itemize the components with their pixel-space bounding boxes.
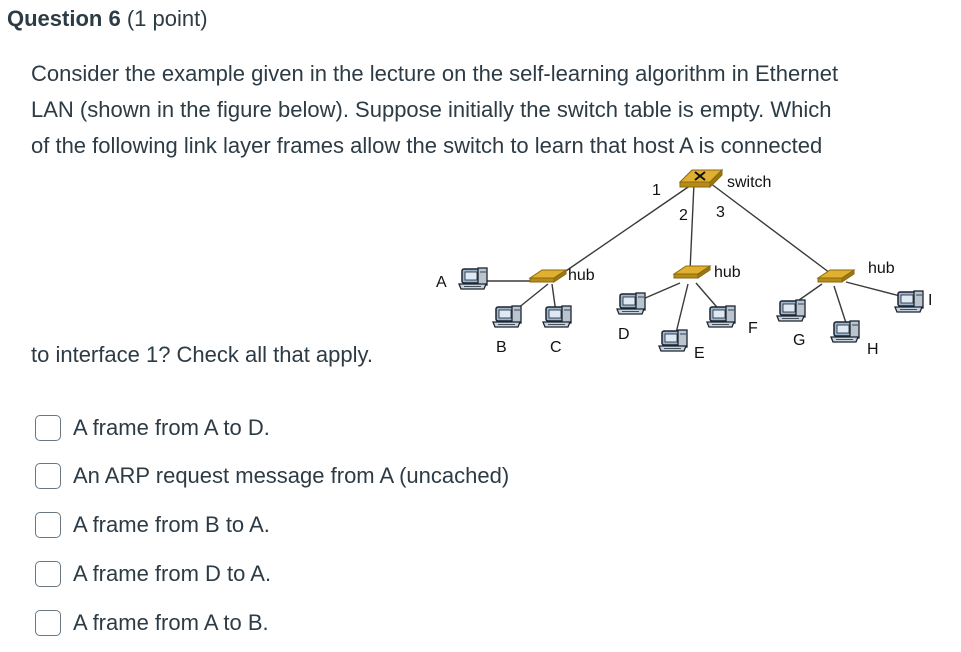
prompt-line: Consider the example given in the lecture on the self-learning algorithm in Ethernet (31, 61, 839, 86)
link-hub3-i (846, 282, 904, 297)
question-points: (1 point) (126, 6, 208, 31)
prompt-line: of the following link layer frames allow the switch to learn that host A is connected (31, 133, 823, 158)
answer-option[interactable] (35, 461, 509, 491)
prompt-line: LAN (shown in the figure below). Suppose initially the switch table is empty. Which (31, 97, 832, 122)
computer-icon (459, 268, 487, 289)
option-checkbox[interactable] (35, 512, 61, 538)
computer-icon (617, 293, 645, 314)
option-label: A frame from D to A. (73, 561, 272, 586)
interface-label-2: 2 (679, 207, 688, 224)
host-label-d: D (618, 326, 630, 343)
hub-icon (530, 270, 566, 282)
answer-option[interactable] (35, 608, 269, 638)
hub-label: hub (568, 267, 595, 284)
host-label-a: A (436, 274, 447, 291)
option-checkbox[interactable] (35, 415, 61, 441)
answer-option[interactable] (35, 413, 270, 443)
option-label: A frame from A to D. (73, 415, 270, 440)
computer-icon (543, 306, 571, 327)
prompt-tail: to interface 1? Check all that apply. (31, 342, 374, 367)
host-label-e: E (694, 345, 705, 362)
computer-icon (659, 330, 687, 351)
option-label: A frame from A to B. (73, 610, 269, 635)
computer-icon (895, 291, 923, 312)
host-label-i: I (928, 292, 933, 309)
host-label-c: C (550, 339, 562, 356)
link-hub2-e (676, 284, 688, 333)
link-switch-hub1 (560, 183, 694, 275)
computer-icon (707, 306, 735, 327)
option-label: A frame from B to A. (73, 512, 270, 537)
interface-label-3: 3 (716, 204, 725, 221)
hub-label: hub (868, 260, 895, 277)
link-switch-hub3 (710, 183, 834, 276)
option-checkbox[interactable] (35, 463, 61, 489)
host-label-h: H (867, 341, 879, 358)
hub-label: hub (714, 264, 741, 281)
computer-icon (493, 306, 521, 327)
hub-icon (674, 266, 710, 278)
answer-option[interactable] (35, 510, 270, 540)
question-title: Question 6 (7, 6, 121, 31)
option-checkbox[interactable] (35, 561, 61, 587)
host-label-g: G (793, 332, 806, 349)
interface-label-1: 1 (652, 182, 661, 199)
hub-icon (818, 270, 854, 282)
host-label-f: F (748, 320, 758, 337)
answer-option[interactable] (35, 559, 271, 589)
option-label: An ARP request message from A (uncached) (73, 463, 510, 488)
computer-icon (831, 321, 859, 342)
link-switch-hub2 (690, 183, 694, 271)
computer-icon (777, 300, 805, 321)
host-label-b: B (496, 339, 507, 356)
link-hub3-h (834, 286, 846, 323)
switch-label: switch (727, 174, 772, 191)
option-checkbox[interactable] (35, 610, 61, 636)
switch-icon (680, 170, 722, 187)
